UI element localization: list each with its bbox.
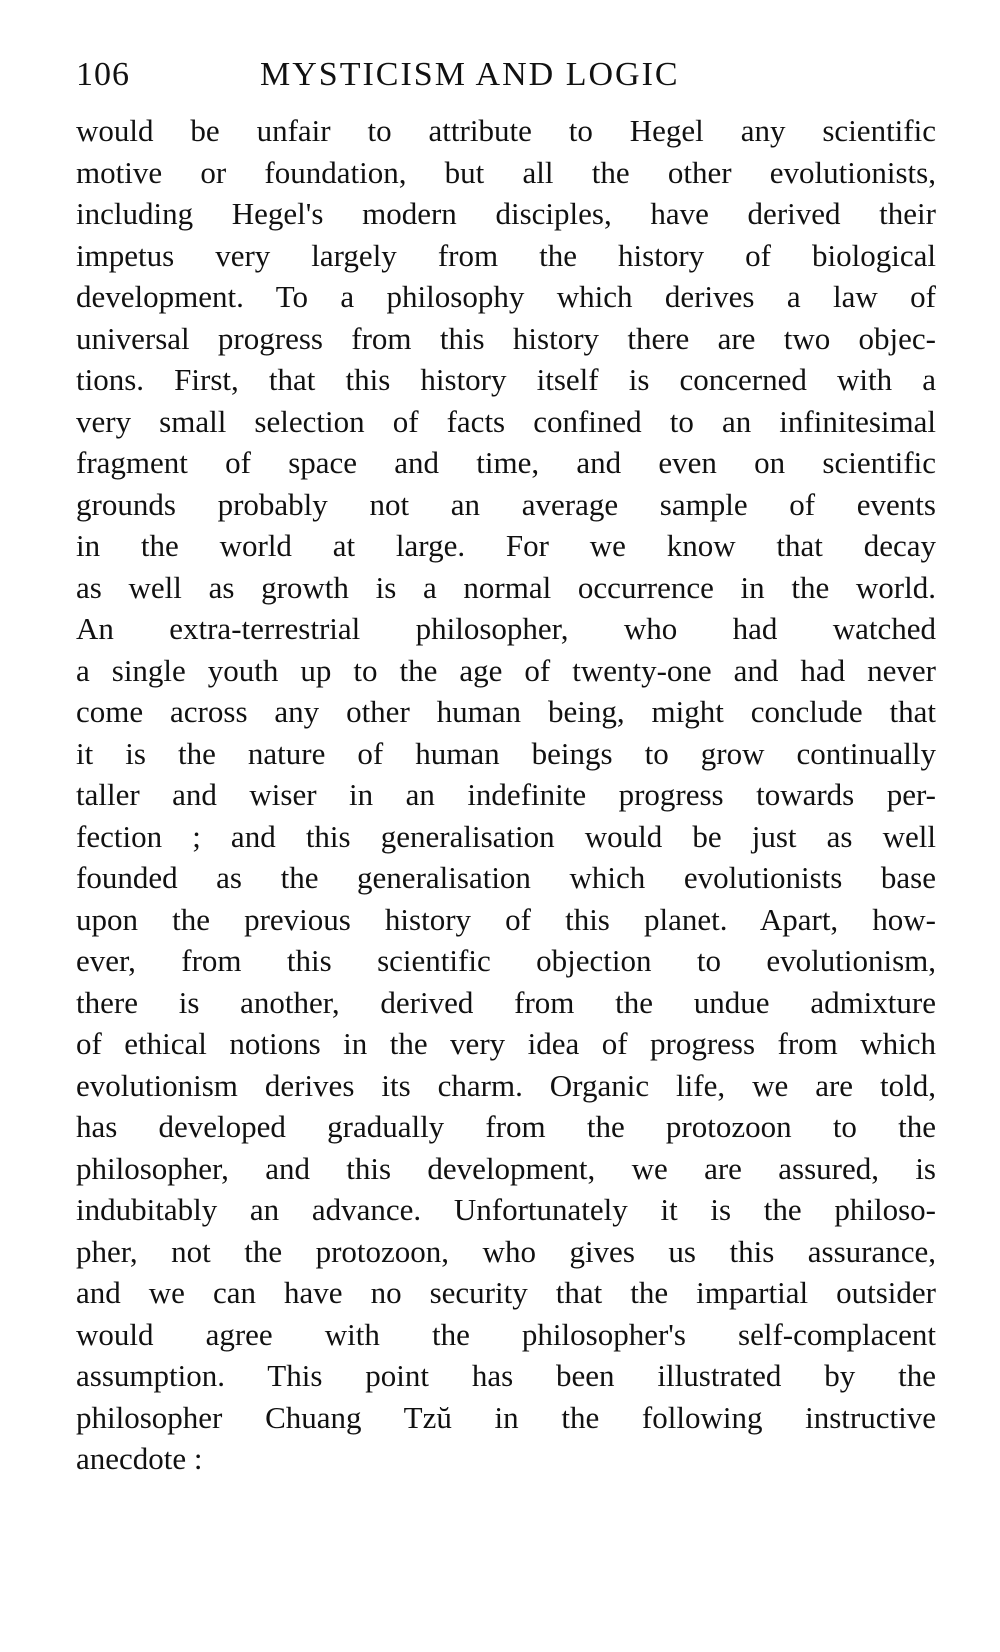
text-line: fection ; and this generalisation would be just as well <box>76 818 936 854</box>
page-number: 106 <box>76 56 130 93</box>
text-line: come across any other human being, might conclude that <box>76 694 936 729</box>
text-line: An extra-terrestrial philosopher, who had watched <box>76 611 936 646</box>
text-line: a single youth up to the age of twenty-one and had never <box>76 652 936 688</box>
running-head <box>76 54 936 104</box>
text-line: motive or foundation, but all the other evolutionists, <box>76 154 936 190</box>
text-line: upon the previous history of this planet. Apart, how- <box>76 901 936 937</box>
text-line: ever, from this scientific objection to evolutionism, <box>76 943 936 978</box>
text-line: would agree with the philosopher's self-complacent <box>76 1316 936 1352</box>
running-title: MYSTICISM AND LOGIC <box>260 56 680 93</box>
text-line: in the world at large. For we know that decay <box>76 528 936 563</box>
text-line: very small selection of facts confined to an infinitesimal <box>76 403 936 439</box>
text-line: universal progress from this history there are two objec- <box>76 320 936 356</box>
text-line: anecdote : <box>76 1441 203 1476</box>
text-line: as well as growth is a normal occurrence in the world. <box>76 569 936 605</box>
text-line: grounds probably not an average sample of events <box>76 486 936 522</box>
text-line: assumption. This point has been illustrated by the <box>76 1358 936 1393</box>
body-paragraph <box>76 110 936 1480</box>
text-line: of ethical notions in the very idea of progress from which <box>76 1026 936 1061</box>
text-line: impetus very largely from the history of biological <box>76 237 936 273</box>
text-line: including Hegel's modern disciples, have derived their <box>76 196 936 231</box>
text-line: would be unfair to attribute to Hegel any scientific <box>76 113 936 148</box>
text-line: there is another, derived from the undue admixture <box>76 984 936 1020</box>
text-line: development. To a philosophy which derives a law of <box>76 279 936 314</box>
text-line: it is the nature of human beings to grow continually <box>76 735 936 771</box>
text-line: has developed gradually from the protozoon to the <box>76 1109 936 1144</box>
text-line: and we can have no security that the impartial outsider <box>76 1275 936 1310</box>
text-line: philosopher Chuang Tzŭ in the following instructive <box>76 1399 936 1435</box>
book-page <box>76 54 936 1480</box>
text-line: fragment of space and time, and even on scientific <box>76 445 936 480</box>
text-line: pher, not the protozoon, who gives us this assurance, <box>76 1233 936 1269</box>
text-line: philosopher, and this development, we are assured, is <box>76 1150 936 1186</box>
text-line: indubitably an advance. Unfortunately it is the philoso- <box>76 1192 936 1227</box>
text-line: tions. First, that this history itself is concerned with a <box>76 362 936 397</box>
text-line: taller and wiser in an indefinite progress towards per- <box>76 777 936 812</box>
text-line: founded as the generalisation which evolutionists base <box>76 860 936 895</box>
text-line: evolutionism derives its charm. Organic life, we are told, <box>76 1067 936 1103</box>
